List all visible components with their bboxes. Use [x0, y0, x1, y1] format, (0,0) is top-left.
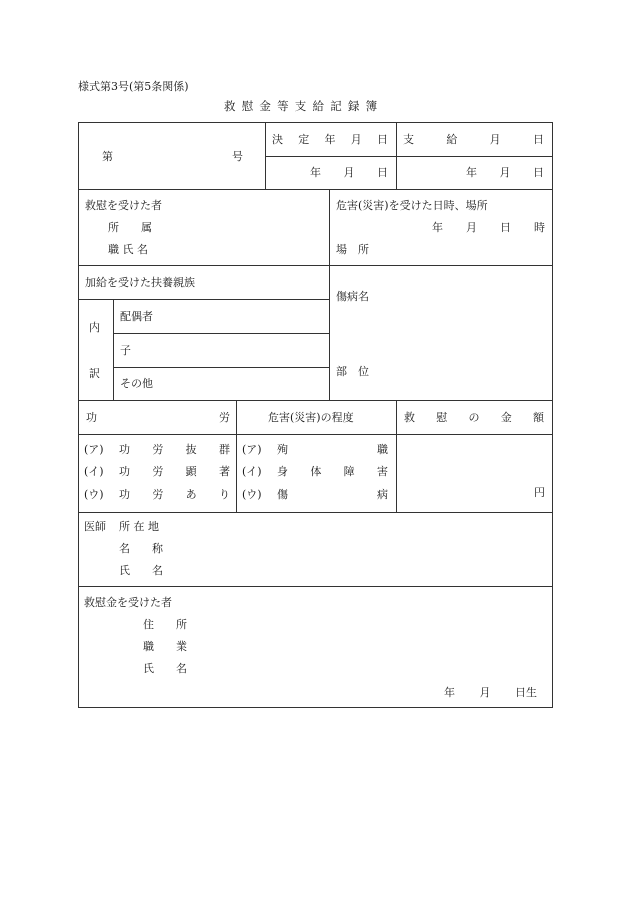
- degree-item-b: 身 体 障 害: [277, 465, 388, 478]
- degree-mark-b: (イ): [242, 465, 262, 478]
- other-label: その他: [120, 377, 153, 390]
- doctor-label: 医師: [84, 520, 106, 533]
- merit-item-a: 功 労 抜 群: [119, 443, 230, 456]
- doctor-person-label: 氏 名: [119, 564, 163, 577]
- degree-mark-a: (ア): [242, 443, 262, 456]
- payee-heading: 救慰金を受けた者: [84, 596, 172, 609]
- degree-item-c: 傷 病: [277, 488, 388, 501]
- breakdown-label-2: 訳: [89, 367, 100, 380]
- spouse-label: 配偶者: [120, 310, 153, 323]
- decision-date-label: 決 定 年 月 日: [272, 133, 388, 146]
- amount-heading: 救 慰 の 金 額: [404, 411, 544, 424]
- merit-mark-c: (ウ): [84, 488, 104, 501]
- amount-unit: 円: [534, 486, 545, 499]
- affiliation-label: 所 属: [108, 221, 152, 234]
- doctor-address-label: 所 在 地: [119, 520, 159, 533]
- merit-mark-a: (ア): [84, 443, 104, 456]
- form-number: 様式第3号(第5条関係): [78, 80, 189, 93]
- payee-name-label: 氏 名: [143, 662, 187, 675]
- payment-label: 支 給 月 日: [403, 133, 544, 146]
- incident-datetime: 年 月 日 時: [432, 221, 545, 234]
- merit-mark-b: (イ): [84, 465, 104, 478]
- merit-heading: 功 労: [86, 411, 230, 424]
- injury-name-label: 傷病名: [336, 290, 369, 303]
- merit-item-c: 功 労 あ り: [119, 488, 230, 501]
- degree-mark-c: (ウ): [242, 488, 262, 501]
- dependents-heading: 加給を受けた扶養親族: [85, 276, 195, 289]
- injury-part-label: 部 位: [336, 365, 369, 378]
- incident-place-label: 場 所: [336, 243, 369, 256]
- decision-date-value: 年 月 日: [310, 166, 388, 179]
- degree-heading: 危害(災害)の程度: [268, 411, 354, 424]
- breakdown-label-1: 内: [89, 321, 100, 334]
- doctor-facility-name-label: 名 称: [119, 542, 163, 555]
- record-no-prefix: 第: [102, 150, 113, 163]
- merit-item-b: 功 労 顕 著: [119, 465, 230, 478]
- child-label: 子: [120, 344, 131, 357]
- payment-date-value: 年 月 日: [466, 166, 544, 179]
- payee-address-label: 住 所: [143, 618, 187, 631]
- incident-heading: 危害(災害)を受けた日時、場所: [336, 199, 488, 212]
- record-no-suffix: 号: [232, 150, 243, 163]
- position-name-label: 職 氏 名: [108, 243, 148, 256]
- form-title: 救慰金等支給記録簿: [224, 99, 384, 113]
- degree-item-a: 殉 職: [277, 443, 388, 456]
- payee-birthdate: 年 月 日生: [444, 686, 537, 699]
- payee-occupation-label: 職 業: [143, 640, 187, 653]
- recipient-heading: 救慰を受けた者: [85, 199, 162, 212]
